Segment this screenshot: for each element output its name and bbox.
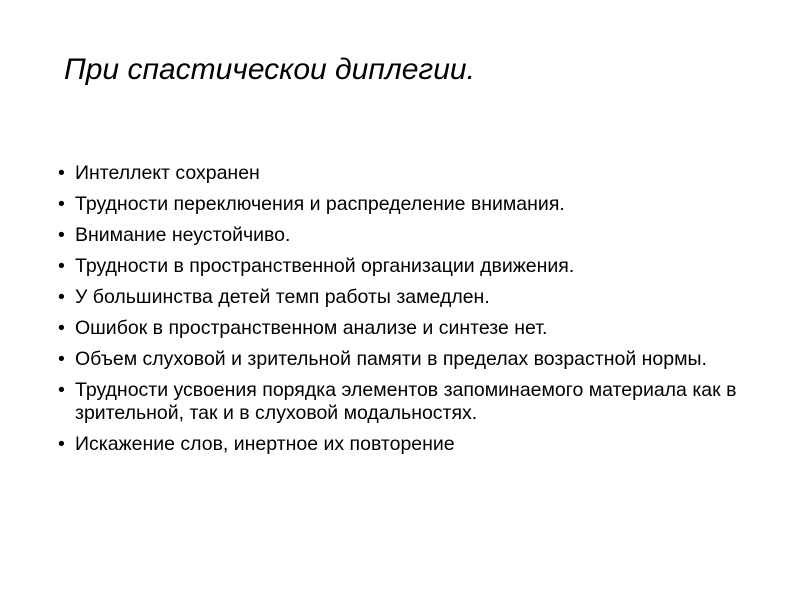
slide-title: При спастическои диплегии. xyxy=(64,53,475,86)
bullet-item: • Ошибок в пространственном анализе и синтезе нет. xyxy=(55,317,745,340)
bullet-item: • Объем слуховой и зрительной памяти в пределах возрастной нормы. xyxy=(55,348,745,371)
bullet-item: • Трудности усвоения порядка элементов запоминаемого материала как в зрительной, так и в слуховой модальностях. xyxy=(55,379,745,425)
bullet-list xyxy=(55,162,745,464)
bullet-item: • Искажение слов, инертное их повторение xyxy=(55,433,745,456)
bullet-item: • Внимание неустойчиво. xyxy=(55,224,745,247)
bullet-item: • Интеллект сохранен xyxy=(55,162,745,185)
bullet-item: • У большинства детей темп работы замедлен. xyxy=(55,286,745,309)
bullet-item: • Трудности в пространственной организации движения. xyxy=(55,255,745,278)
bullet-item: • Трудности переключения и распределение внимания. xyxy=(55,193,745,216)
